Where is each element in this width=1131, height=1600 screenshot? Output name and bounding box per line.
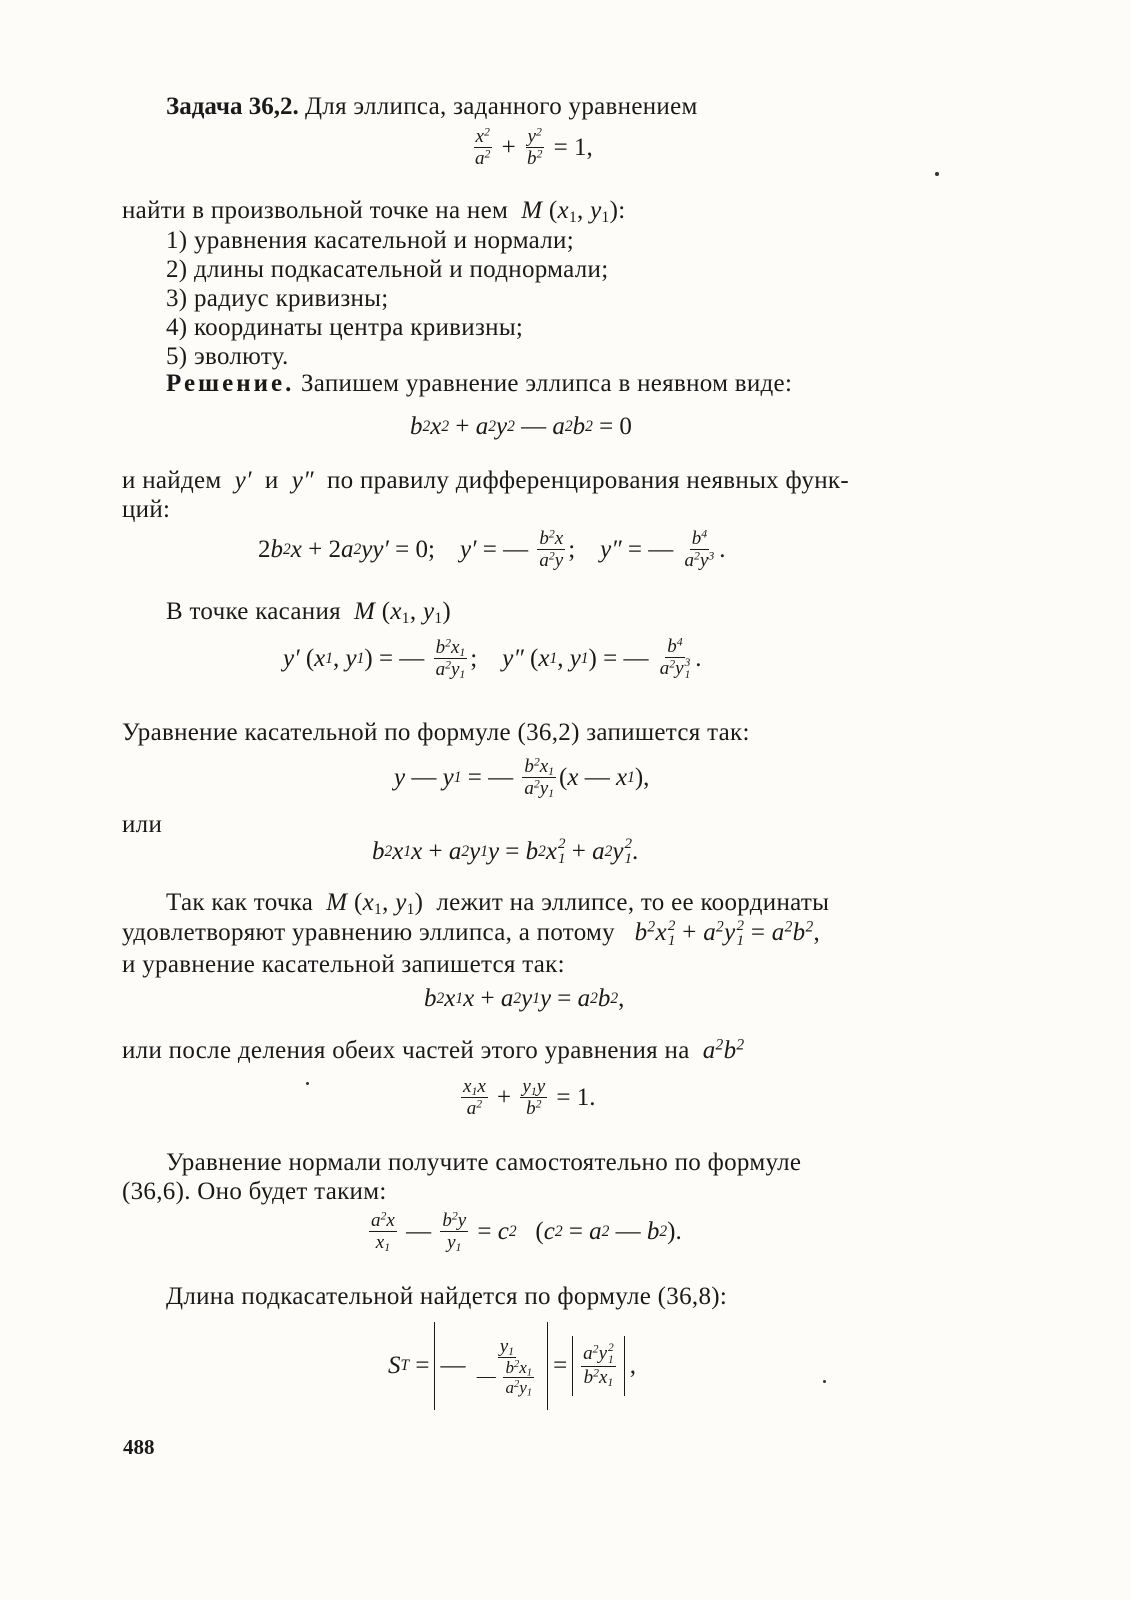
task-find-text: найти в произвольной точке на нем	[122, 197, 509, 224]
page-number: 488	[123, 1435, 155, 1459]
derivative-line-2: ций:	[122, 496, 171, 523]
derivative-line-1: и найдем y′ и y″ по правилу дифференцирования неявных функ-	[122, 467, 849, 494]
task-item-2: 2) длины подкасательной и поднормали;	[166, 256, 609, 283]
tangent-point-text: В точке касания	[166, 598, 341, 625]
solution-intro-line	[166, 369, 792, 399]
derivative-text-a: и найдем	[122, 467, 222, 494]
point-on-ellipse-line-3: и уравнение касательной запишется так:	[122, 951, 565, 978]
derivative-equations: 2 b 2 x + 2 a 2 yy′ = 0; y′ = — $\frac{b^2x}{a^2y}$ ; y″ = — $\frac{b^4}{a^2y^3}$ .	[258, 527, 726, 571]
or-line-1: или	[122, 811, 163, 838]
tangent-equation-normalized: $\frac{x_1x}{a^2}$ + $\frac{y_1y}{b^2}$ = 1.	[463, 1076, 596, 1119]
print-speck	[823, 1380, 826, 1383]
solution-intro: Запишем уравнение эллипса в неявном виде:	[300, 370, 793, 397]
normal-equation: $\frac{a^2x}{x_1}$ — $\frac{b^2y}{y_1}$ = c 2 ( c 2 = a 2 — b 2 ).	[371, 1209, 682, 1254]
point-text-c: удовлетворяют уравнению эллипса, а потому	[122, 919, 615, 946]
derivative-text-b: и	[264, 467, 279, 494]
print-speck	[306, 1082, 309, 1085]
point-text-b: лежит на эллипсе, то ее координаты	[436, 889, 830, 916]
task-heading-line	[166, 92, 698, 122]
task-item-1: 1) уравнения касательной и нормали;	[166, 227, 574, 254]
task-label: Задача 36,2.	[166, 93, 299, 120]
solution-label: Решение.	[166, 370, 295, 397]
point-on-ellipse-line-1: Так как точка M ($x_1$, $y_1$) лежит на эллипсе, то ее координаты	[166, 889, 830, 918]
ellipse-equation: $\frac{x^2}{a^2}$ + $\frac{y^2}{b^2}$ = 1,	[475, 125, 593, 169]
tangent-point-line: В точке касания M ($x_1$, $y_1$)	[166, 598, 452, 627]
normal-line-2: (36,6). Оно будет таким:	[122, 1178, 387, 1205]
task-item-5: 5) эволюту.	[166, 343, 289, 370]
tangent-equation-simplified: b 2 x 1 x + a 2 y 1 y = a 2 b 2 ,	[424, 985, 625, 1012]
task-item-3: 3) радиус кривизны;	[166, 285, 389, 312]
division-line: или после деления обеих частей этого уравнения на $a^2b^2$	[122, 1036, 745, 1064]
derivatives-at-point: y′ ( x 1 , y 1 ) = — $\frac{b^2x_1}{a^2y_1}$ ; y″ ( x 1 , y 1 ) = — $b^4$ $a^2y$ 3 1 .	[283, 635, 702, 681]
print-speck	[935, 172, 939, 176]
division-text: или после деления обеих частей этого уравнения на	[122, 1037, 690, 1064]
tangent-formula-line: Уравнение касательной по формуле (36,2) запишется так:	[122, 719, 750, 746]
point-on-ellipse-line-2: удовлетворяют уравнению эллипса, а потому $b^2x$ 2 1 + $a^2y$ 2 1 = $a^2b^2$,	[122, 918, 821, 950]
implicit-equation: b 2 x 2 + a 2 y 2 — a 2 b 2 = 0	[410, 413, 632, 440]
subtangent-equation: S T = — $y_1$ — $\frac{b^2x_1}{a^2y_1}$ = $a^2y$ 2 1 $b^2x_1$ ,	[388, 1322, 636, 1410]
subtangent-line: Длина подкасательной найдется по формуле (36,8):	[166, 1283, 728, 1310]
point-text-a: Так как точка	[166, 889, 314, 916]
tangent-equation: y — y 1 = — $\frac{b^2x_1}{a^2y_1}$ ( x — x 1 ),	[394, 755, 650, 800]
tangent-equation-expanded: b 2 x 1 x + a 2 y 1 y = b 2 x 2 1 + a 2 y 2 1 .	[372, 836, 639, 867]
task-text: Для эллипса, заданного уравнением	[304, 93, 698, 120]
derivative-text-c: по правилу дифференцирования неявных функ-	[326, 467, 849, 494]
normal-line-1: Уравнение нормали получите самостоятельно по формуле	[166, 1149, 802, 1176]
task-find-line: найти в произвольной точке на нем M ($x_1$, $y_1$):	[122, 197, 626, 226]
task-item-4: 4) координаты центра кривизны;	[166, 314, 524, 341]
